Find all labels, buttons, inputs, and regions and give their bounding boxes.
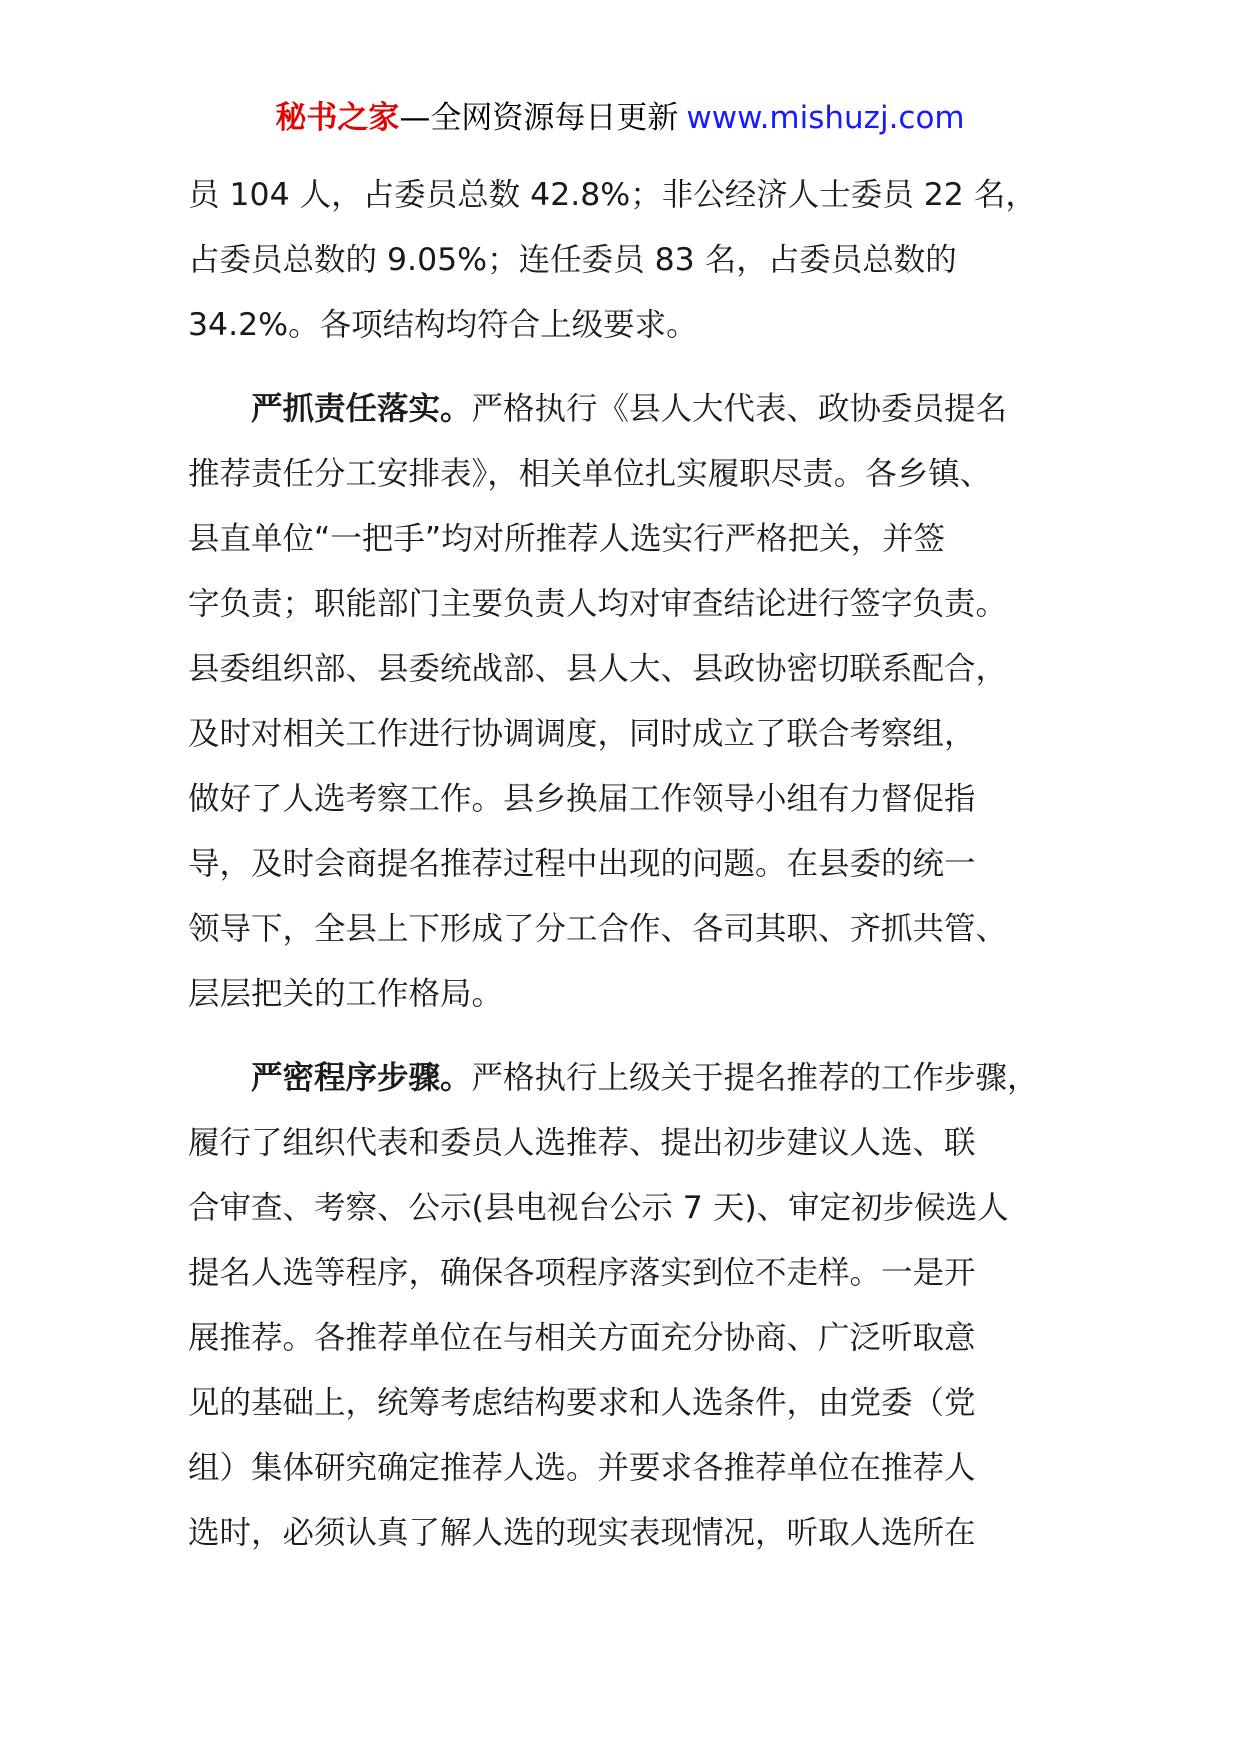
header-tagline: —全网资源每日更新 xyxy=(399,100,679,136)
text-line: 推荐责任分工安排表》，相关单位扎实履职尽责。各乡镇、 xyxy=(188,456,992,492)
text-line: 领导下，全县上下形成了分工合作、各司其职、齐抓共管、 xyxy=(188,911,1008,947)
text-line: 层层把关的工作格局。 xyxy=(188,976,504,1012)
text-line: 见的基础上，统筹考虑结构要求和人选条件，由党委（党 xyxy=(188,1385,976,1421)
paragraph-lead-heading: 严密程序步骤。 xyxy=(251,1060,472,1096)
text-line: 导，及时会商提名推荐过程中出现的问题。在县委的统一 xyxy=(188,846,976,882)
text-fragment: 严格执行《县人大代表、政协委员提名 xyxy=(471,391,1008,427)
text-line: 字负责；职能部门主要负责人均对审查结论进行签字负责。 xyxy=(188,586,1008,622)
text-line: 展推荐。各推荐单位在与相关方面充分协商、广泛听取意 xyxy=(188,1320,976,1356)
text-line: 占委员总数的 9.05%；连任委员 83 名，占委员总数的 xyxy=(188,242,957,278)
paragraph-lead-heading: 严抓责任落实。 xyxy=(251,391,472,427)
text-line: 提名人选等程序，确保各项程序落实到位不走样。一是开 xyxy=(188,1255,976,1291)
page-header xyxy=(0,98,1240,138)
text-fragment: 严格执行上级关于提名推荐的工作步骤， xyxy=(471,1060,1039,1096)
paragraph-procedure xyxy=(188,1046,1088,1566)
text-line: 组）集体研究确定推荐人选。并要求各推荐单位在推荐人 xyxy=(188,1450,976,1486)
text-line: 选时，必须认真了解人选的现实表现情况，听取人选所在 xyxy=(188,1515,976,1551)
text-line xyxy=(188,1046,1088,1111)
brand-name: 秘书之家 xyxy=(275,100,400,136)
text-line: 34.2%。各项结构均符合上级要求。 xyxy=(188,307,698,343)
text-line: 做好了人选考察工作。县乡换届工作领导小组有力督促指 xyxy=(188,781,976,817)
paragraph-responsibility xyxy=(188,377,1088,1027)
text-line: 合审查、考察、公示(县电视台公示 7 天)、审定初步候选人 xyxy=(188,1190,1009,1226)
text-line: 县委组织部、县委统战部、县人大、县政协密切联系配合， xyxy=(188,651,1008,687)
paragraph-structure-summary xyxy=(188,163,1088,358)
text-line: 县直单位“一把手”均对所推荐人选实行严格把关，并签 xyxy=(188,521,946,557)
text-line: 员 104 人，占委员总数 42.8%；非公经济人士委员 22 名， xyxy=(188,177,1037,213)
site-url-link[interactable]: www.mishuzj.com xyxy=(686,100,965,136)
document-body xyxy=(188,163,1088,1566)
text-line: 及时对相关工作进行协调调度，同时成立了联合考察组， xyxy=(188,716,976,752)
text-line: 履行了组织代表和委员人选推荐、提出初步建议人选、联 xyxy=(188,1125,976,1161)
text-line xyxy=(188,377,1088,442)
